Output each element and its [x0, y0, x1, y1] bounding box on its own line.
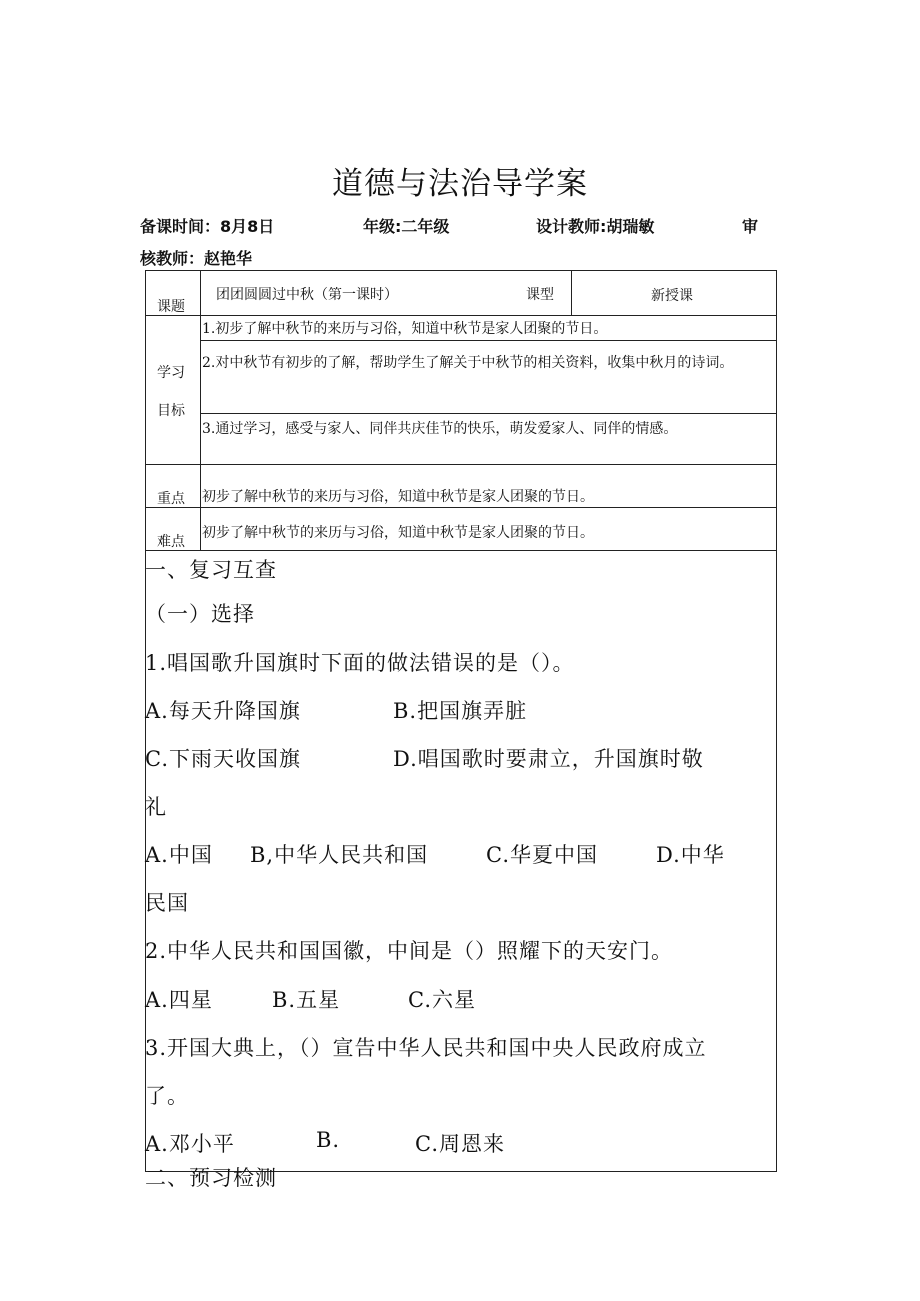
key-point-label: 重点 [157, 491, 185, 507]
question-2: 2.中华人民共和国国徽，中间是（）照耀下的天安门。 [145, 939, 674, 963]
question-1: 1.唱国歌升国旗时下面的做法错误的是（）。 [145, 651, 575, 675]
section-review-heading: 一、复习互查 [145, 558, 277, 582]
topic-value: 团团圆圆过中秋（第一课时） [216, 287, 398, 303]
qx-option-d-continued: 民国 [145, 891, 189, 915]
goal-3: 3.通过学习，感受与家人、同伴共庆佳节的快乐，萌发爱家人、同伴的情感。 [202, 421, 678, 437]
reviewer-label-part2: 核教师：赵艳华 [140, 249, 253, 268]
reviewer-label-part1: 审 [742, 217, 759, 236]
q2-option-a: A.四星 [145, 988, 213, 1012]
question-3: 3.开国大典上，（）宣告中华人民共和国中央人民政府成立 [145, 1036, 707, 1060]
row-divider [145, 464, 776, 465]
qx-option-c: C.华夏中国 [486, 843, 598, 867]
q3-option-a: A.邓小平 [145, 1132, 235, 1156]
goals-label-line2: 目标 [157, 403, 185, 419]
q1-option-a: A.每天升降国旗 [145, 699, 301, 723]
q1-option-d: D.唱国歌时要肃立，升国旗时敬 [393, 747, 704, 771]
designer-teacher: 设计教师:胡瑞敏 [536, 217, 655, 236]
table-border-top [145, 270, 776, 271]
grade: 年级:二年级 [363, 217, 450, 236]
q1-option-d-continued: 礼 [145, 795, 167, 819]
row-divider [200, 413, 776, 414]
goal-2: 2.对中秋节有初步的了解，帮助学生了解关于中秋节的相关资料，收集中秋月的诗词。 [202, 355, 734, 371]
prep-time: 备课时间：8月8日 [140, 217, 275, 236]
difficulty-value: 初步了解中秋节的来历与习俗，知道中秋节是家人团聚的节日。 [202, 525, 594, 541]
row-divider [200, 340, 776, 341]
qx-option-d: D.中华 [656, 843, 725, 867]
row-divider [145, 507, 776, 508]
key-point-value: 初步了解中秋节的来历与习俗，知道中秋节是家人团聚的节日。 [202, 489, 594, 505]
section-preview-heading-clipped [145, 1162, 445, 1190]
q3-option-c: C.周恩来 [415, 1132, 505, 1156]
subsection-choice-heading: （一）选择 [145, 602, 255, 626]
page-title: 道德与法治导学案 [332, 166, 588, 202]
q2-option-b: B.五星 [272, 988, 341, 1012]
topic-label: 课题 [157, 299, 185, 315]
qx-option-b: B,中华人民共和国 [250, 843, 429, 867]
type-label: 课型 [526, 287, 554, 303]
col-divider [571, 270, 572, 315]
qx-option-a: A.中国 [145, 843, 213, 867]
col-divider [200, 270, 201, 550]
goals-label-line1: 学习 [157, 365, 185, 381]
question-3-continued: 了。 [145, 1084, 189, 1108]
q2-option-c: C.六星 [408, 988, 476, 1012]
row-divider [145, 550, 776, 551]
section-preview-heading: 二、预习检测 [145, 1166, 277, 1190]
difficulty-label: 难点 [157, 534, 185, 550]
type-value: 新授课 [651, 288, 693, 304]
row-divider [145, 315, 776, 316]
table-border-right [776, 270, 777, 1172]
q3-option-b: B. [316, 1128, 341, 1152]
goal-1: 1.初步了解中秋节的来历与习俗，知道中秋节是家人团聚的节日。 [202, 321, 608, 337]
q1-option-c: C.下雨天收国旗 [145, 747, 301, 771]
q1-option-b: B.把国旗弄脏 [393, 699, 528, 723]
